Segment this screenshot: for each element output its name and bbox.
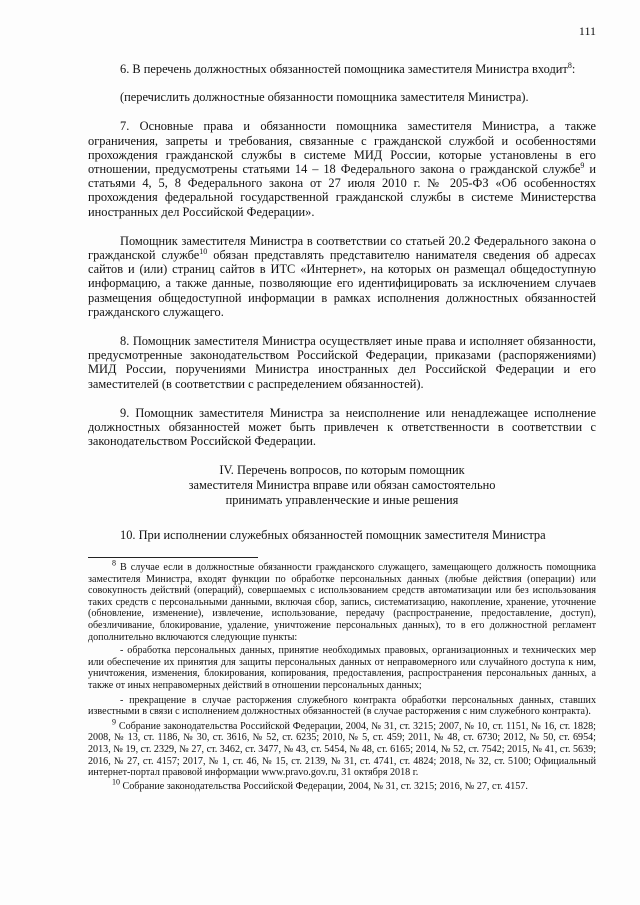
paragraph-6-placeholder: (перечислить должностные обязанности помощника заместителя Министра). [120, 90, 529, 105]
footnotes [88, 558, 596, 794]
footnote-8-item-2: - прекращение в случае расторжения служебного контракта обработки персональных данных, ставших известными в связи с исполнением должностных обязанностей (в случае расторжения с ним служебного контракта). [88, 694, 596, 718]
paragraph-7: 7. Основные права и обязанности помощника заместителя Министра, а также ограничения, запреты и требования, связанные с гражданской службой и особенностями прохождения гражданской службы в системе МИД России, которые установлены в его отношении, предусмотрены статьями 14 – 18 Федерального закона о гражданской службе$^9$ и статьями 4, 5, 8 Федерального закона от 27 июля 2010 г. № 205-ФЗ «Об особенностях прохождения федеральной государственной гражданской службы в системе Министерства иностранных дел Российской Федерации». [88, 119, 596, 219]
paragraph-6: 6. В перечень должностных обязанностей помощника заместителя Министра входит$^8$: [120, 60, 576, 76]
paragraph-7-continued: Помощник заместителя Министра в соответствии со статьей 20.2 Федерального закона о гражданской службе$^{10}$ обязан представлять представителю нанимателя сведения об адресах сайтов и (или) страниц сайтов в ИТС «Интернет», на которых он размещал общедоступную информацию, а также данные, позволяющие его идентифицировать за исключением случаев размещения общедоступной информации в рамках исполнения должностных обязанностей гражданского служащего. [88, 233, 596, 319]
footnote-ref-10: 10 [199, 246, 208, 256]
paragraph-9: 9. Помощник заместителя Министра за неисполнение или ненадлежащее исполнение должностных обязанностей может быть привлечен к ответственности в соответствии с законодательством Российской Федерации. [88, 405, 596, 449]
footnote-10: $^{10}$ Собрание законодательства Российской Федерации, 2004, № 31, ст. 3215; 2016, № 27, ст. 4157. [112, 777, 528, 792]
paragraph-8: 8. Помощник заместителя Министра осуществляет иные права и исполняет обязанности, предусмотренные законодательством Российской Федерации, приказами (распоряжениями) МИД России, поручениями Министра иностранных дел Российской Федерации и его заместителей (в соответствии с распределением обязанностей). [88, 334, 596, 391]
page-number: 111 [578, 24, 596, 38]
footnote-9: $^9$ Собрание законодательства Российской Федерации, 2004, № 31, ст. 3215; 2007, № 10, ст. 1151, № 16, ст. 1828; 2008, № 13, ст. 1186, № 30, ст. 3616, № 52, ст. 6235; 2010, № 5, ст. 459; 2011, № 48, ст. 6730; 2012, № 50, ст. 6954; 2013, № 19, ст. 2329, № 27, ст. 3462, ст. 3477, № 43, ст. 5454, № 48, ст. 6165; 2014, № 52, ст. 7542; 2015, № 41, ст. 5639; 2016, № 27, ст. 4157; 2017, № 1, ст. 46, № 15, ст. 2139, № 31, ст. 4741, ст. 4824; 2018, № 32, ст. 5100; Официальный интернет-портал правовой информации www.pravo.gov.ru, 31 октября 2018 г. [88, 717, 596, 779]
footnote-8: $^8$ В случае если в должностные обязанности гражданского служащего, замещающего должность помощника заместителя Министра, входят функции по обработке персональных данных (любые действия (операции) или совокупность действий (операций), совершаемых с использованием средств автоматизации или без использования таких средств с персональными данными, включая сбор, запись, систематизацию, накопление, хранение, уточнение (обновление, изменение), извлечение, использование, передачу (распространение, предоставление, доступ), обезличивание, блокирование, удаление, уничтожение персональных данных), то в его должностной регламент дополнительно включаются следующие пункты: [88, 558, 596, 643]
footnote-ref-9: 9 [580, 160, 585, 170]
footnote-8-item-1: - обработка персональных данных, принятие необходимых правовых, организационных и технических мер или обеспечение их принятия для защиты персональных данных от неправомерного или случайного доступа к ним, уничтожения, изменения, блокирования, копирования, предоставления, распространения персональных данных, а также от иных неправомерных действий в отношении персональных данных; [88, 645, 596, 691]
paragraph-10: 10. При исполнении служебных обязанностей помощник заместителя Министра [120, 528, 546, 543]
footnote-ref-8: 8 [567, 60, 572, 70]
section-heading: IV. Перечень вопросов, по которым помощник заместителя Министра вправе или обязан самостоятельно принимать управленческие и иные решения [188, 463, 496, 508]
main-text [88, 62, 596, 543]
